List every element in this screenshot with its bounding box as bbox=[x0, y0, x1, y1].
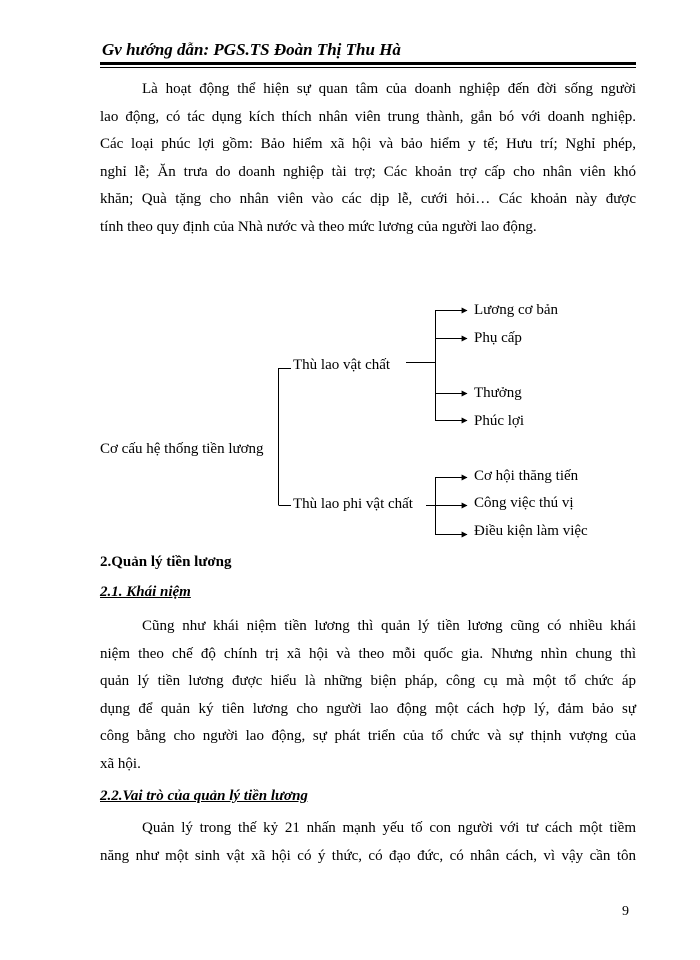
text-line: lao động, có tác dụng kích thích nhân viên trung thành, gắn bó với doanh nghiệp. bbox=[100, 108, 636, 125]
branch-nonmaterial-label: Thù lao phi vật chất bbox=[293, 496, 413, 512]
text-line: công bằng cho người lao động, sự phát triển của tổ chức và sự thịnh vượng của bbox=[100, 728, 636, 745]
text-line: năng như một sinh vật xã hội có ý thức, có đạo đức, có nhân cách, vì vậy cần tôn bbox=[100, 847, 636, 864]
leaf-promotion: Cơ hội thăng tiến bbox=[474, 468, 579, 484]
page-header-title: Gv hướng dẫn: PGS.TS Đoàn Thị Thu Hà bbox=[102, 40, 401, 59]
page-number: 9 bbox=[622, 904, 629, 919]
text-line: nghỉ lễ; Ăn trưa do doanh nghiệp tài trợ; Các khoản trợ cấp cho nhân viên khó bbox=[100, 163, 636, 180]
text-line: xã hội. bbox=[100, 755, 141, 772]
text-line: Cũng như khái niệm tiền lương thì quản lý tiền lương cũng có nhiều khái bbox=[142, 618, 636, 634]
section-2-heading: 2.Quản lý tiền lương bbox=[100, 554, 232, 570]
leaf-allowance: Phụ cấp bbox=[474, 330, 522, 346]
text-line: quản lý tiền lương được hiểu là những biện pháp, công cụ mà một tổ chức áp bbox=[100, 673, 636, 690]
diagram-root-label: Cơ cấu hệ thống tiền lương bbox=[100, 441, 264, 457]
concept-paragraph bbox=[100, 613, 636, 779]
text-line: Là hoạt động thể hiện sự quan tâm của doanh nghiệp đến đời sống người bbox=[142, 81, 636, 97]
text-line: dụng để quản ký tiên lương cho người lao động một cách hợp lý, đảm bảo sự bbox=[100, 700, 636, 717]
role-paragraph bbox=[100, 815, 636, 870]
leaf-working-conditions: Điều kiện làm việc bbox=[474, 523, 588, 539]
branch-material-label: Thù lao vật chất bbox=[293, 357, 391, 373]
text-line: Các loại phúc lợi gồm: Bảo hiểm xã hội và bảo hiểm y tế; Hưu trí; Nghỉ phép, bbox=[100, 136, 636, 153]
text-line: khăn; Quà tặng cho nhân viên vào các dịp lễ, cưới hỏi… Các khoản này được bbox=[100, 191, 636, 208]
section-2-2-heading: 2.2.Vai trò của quản lý tiền lương bbox=[100, 788, 308, 804]
text-line: niệm theo chế độ chính trị xã hội và theo mỗi quốc gia. Nhưng nhìn chung thì bbox=[100, 645, 636, 662]
text-line: tính theo quy định của Nhà nước và theo mức lương của người lao động. bbox=[100, 218, 537, 235]
text-line: Quản lý trong thế kỷ 21 nhấn mạnh yếu tố con người với tư cách một tiềm bbox=[142, 820, 636, 836]
leaf-welfare: Phúc lợi bbox=[474, 413, 525, 429]
section-2-1-heading: 2.1. Khái niệm bbox=[100, 584, 191, 600]
leaf-interesting-work: Công việc thú vị bbox=[474, 495, 574, 511]
leaf-base-salary: Lương cơ bản bbox=[474, 302, 558, 318]
leaf-bonus: Thưởng bbox=[474, 385, 522, 401]
